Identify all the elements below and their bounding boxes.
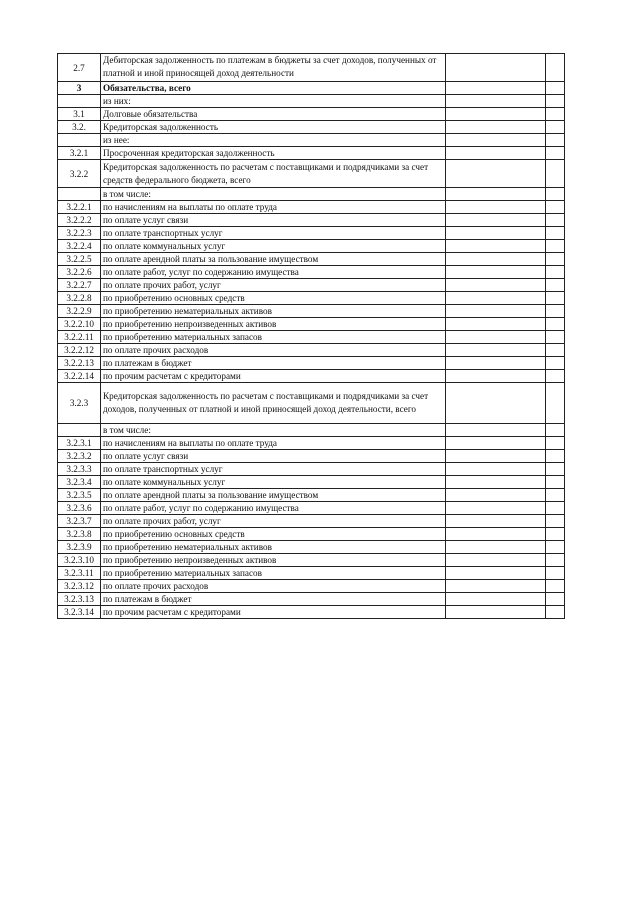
row-extra-cell — [546, 318, 565, 331]
row-code-cell: 3.2.3.4 — [58, 476, 101, 489]
row-extra-cell — [546, 201, 565, 214]
row-code-cell: 3.2.2.2 — [58, 214, 101, 227]
row-extra-cell — [546, 554, 565, 567]
row-code-cell — [58, 424, 101, 437]
table-row — [58, 331, 565, 344]
table-row — [58, 227, 565, 240]
row-name-cell: по приобретению нематериальных активов — [101, 305, 446, 318]
row-name-cell: по приобретению основных средств — [101, 528, 446, 541]
row-name-cell: по приобретению материальных запасов — [101, 331, 446, 344]
table-row — [58, 147, 565, 160]
table-row — [58, 357, 565, 370]
row-code-cell: 3.2.2.10 — [58, 318, 101, 331]
row-extra-cell — [546, 357, 565, 370]
row-name-cell: по платежам в бюджет — [101, 357, 446, 370]
row-name-cell: по приобретению основных средств — [101, 292, 446, 305]
table-row — [58, 292, 565, 305]
row-code-cell: 3.2. — [58, 121, 101, 134]
row-extra-cell — [546, 54, 565, 82]
row-name-cell: по оплате транспортных услуг — [101, 227, 446, 240]
row-value-cell — [446, 279, 546, 292]
table-row — [58, 54, 565, 82]
row-value-cell — [446, 266, 546, 279]
row-extra-cell — [546, 541, 565, 554]
row-code-cell: 3.2.1 — [58, 147, 101, 160]
row-extra-cell — [546, 370, 565, 383]
row-extra-cell — [546, 95, 565, 108]
row-extra-cell — [546, 567, 565, 580]
row-extra-cell — [546, 502, 565, 515]
row-name-cell: по оплате услуг связи — [101, 214, 446, 227]
row-name-cell: Кредиторская задолженность по расчетам с поставщиками и подрядчиками за счет средств федерального бюджета, всего — [101, 160, 446, 188]
row-value-cell — [446, 593, 546, 606]
table-row — [58, 214, 565, 227]
row-name-cell: Просроченная кредиторская задолженность — [101, 147, 446, 160]
row-name-cell: по приобретению материальных запасов — [101, 567, 446, 580]
row-name-cell: Кредиторская задолженность — [101, 121, 446, 134]
row-value-cell — [446, 370, 546, 383]
row-value-cell — [446, 515, 546, 528]
row-extra-cell — [546, 227, 565, 240]
row-name-cell: по прочим расчетам с кредиторами — [101, 370, 446, 383]
table-row — [58, 437, 565, 450]
row-value-cell — [446, 424, 546, 437]
row-code-cell: 3.2.3.13 — [58, 593, 101, 606]
row-value-cell — [446, 82, 546, 95]
row-extra-cell — [546, 463, 565, 476]
row-name-cell: из нее: — [101, 134, 446, 147]
row-name-cell: по оплате прочих расходов — [101, 344, 446, 357]
row-value-cell — [446, 253, 546, 266]
row-code-cell: 3.2.3.11 — [58, 567, 101, 580]
row-extra-cell — [546, 253, 565, 266]
row-code-cell: 2.7 — [58, 54, 101, 82]
table-row — [58, 134, 565, 147]
row-code-cell: 3.2.2.14 — [58, 370, 101, 383]
table-row — [58, 541, 565, 554]
row-name-cell: по платежам в бюджет — [101, 593, 446, 606]
table-row — [58, 383, 565, 424]
row-name-cell: по оплате арендной платы за пользование имуществом — [101, 253, 446, 266]
row-extra-cell — [546, 305, 565, 318]
table-row — [58, 450, 565, 463]
row-value-cell — [446, 541, 546, 554]
row-value-cell — [446, 318, 546, 331]
row-name-cell: по приобретению нематериальных активов — [101, 541, 446, 554]
table-row — [58, 305, 565, 318]
row-extra-cell — [546, 134, 565, 147]
row-value-cell — [446, 121, 546, 134]
row-code-cell: 3.2.3.7 — [58, 515, 101, 528]
row-code-cell: 3.2.2.9 — [58, 305, 101, 318]
row-value-cell — [446, 450, 546, 463]
table-row — [58, 567, 565, 580]
row-value-cell — [446, 227, 546, 240]
table-row — [58, 108, 565, 121]
table-row — [58, 593, 565, 606]
row-code-cell: 3.2.3.5 — [58, 489, 101, 502]
table-row — [58, 160, 565, 188]
table-row — [58, 201, 565, 214]
row-extra-cell — [546, 214, 565, 227]
row-code-cell: 3.2.2.8 — [58, 292, 101, 305]
row-code-cell — [58, 95, 101, 108]
row-value-cell — [446, 489, 546, 502]
row-extra-cell — [546, 188, 565, 201]
table-row — [58, 502, 565, 515]
row-extra-cell — [546, 476, 565, 489]
row-code-cell: 3.2.3.9 — [58, 541, 101, 554]
row-name-cell: по прочим расчетам с кредиторами — [101, 606, 446, 619]
table-row — [58, 344, 565, 357]
row-name-cell: по оплате прочих расходов — [101, 580, 446, 593]
table-row — [58, 318, 565, 331]
row-extra-cell — [546, 108, 565, 121]
row-value-cell — [446, 567, 546, 580]
table-row — [58, 489, 565, 502]
row-extra-cell — [546, 606, 565, 619]
row-code-cell: 3.1 — [58, 108, 101, 121]
table-row — [58, 476, 565, 489]
row-code-cell: 3.2.2.4 — [58, 240, 101, 253]
row-extra-cell — [546, 450, 565, 463]
row-value-cell — [446, 437, 546, 450]
row-value-cell — [446, 344, 546, 357]
row-value-cell — [446, 188, 546, 201]
row-name-cell: по оплате услуг связи — [101, 450, 446, 463]
table-row — [58, 580, 565, 593]
row-value-cell — [446, 160, 546, 188]
row-name-cell: Обязательства, всего — [101, 82, 446, 95]
row-code-cell: 3.2.3.12 — [58, 580, 101, 593]
row-name-cell: по оплате транспортных услуг — [101, 463, 446, 476]
row-extra-cell — [546, 437, 565, 450]
row-extra-cell — [546, 528, 565, 541]
row-code-cell: 3.2.3.14 — [58, 606, 101, 619]
row-value-cell — [446, 305, 546, 318]
row-extra-cell — [546, 240, 565, 253]
row-extra-cell — [546, 160, 565, 188]
row-code-cell: 3.2.3.10 — [58, 554, 101, 567]
row-name-cell: по приобретению непроизведенных активов — [101, 554, 446, 567]
table-row — [58, 515, 565, 528]
row-code-cell: 3.2.2 — [58, 160, 101, 188]
table-row — [58, 121, 565, 134]
row-extra-cell — [546, 121, 565, 134]
row-code-cell: 3.2.2.13 — [58, 357, 101, 370]
row-value-cell — [446, 240, 546, 253]
row-code-cell: 3.2.3.1 — [58, 437, 101, 450]
row-code-cell: 3.2.2.6 — [58, 266, 101, 279]
row-extra-cell — [546, 292, 565, 305]
row-value-cell — [446, 108, 546, 121]
row-name-cell: в том числе: — [101, 188, 446, 201]
table-row — [58, 606, 565, 619]
row-value-cell — [446, 528, 546, 541]
row-name-cell: в том числе: — [101, 424, 446, 437]
row-value-cell — [446, 554, 546, 567]
table-row — [58, 279, 565, 292]
table-row — [58, 554, 565, 567]
row-code-cell: 3.2.2.5 — [58, 253, 101, 266]
row-value-cell — [446, 463, 546, 476]
table-row — [58, 266, 565, 279]
row-extra-cell — [546, 331, 565, 344]
row-extra-cell — [546, 489, 565, 502]
row-name-cell: по оплате арендной платы за пользование имуществом — [101, 489, 446, 502]
row-name-cell: Кредиторская задолженность по расчетам с поставщиками и подрядчиками за счет доходов, полученных от платной и иной приносящей доход деятельности, всего — [101, 383, 446, 424]
row-code-cell: 3.2.3.3 — [58, 463, 101, 476]
table-row — [58, 188, 565, 201]
row-value-cell — [446, 134, 546, 147]
row-code-cell: 3 — [58, 82, 101, 95]
row-extra-cell — [546, 515, 565, 528]
row-code-cell: 3.2.3 — [58, 383, 101, 424]
row-value-cell — [446, 147, 546, 160]
row-extra-cell — [546, 147, 565, 160]
row-extra-cell — [546, 383, 565, 424]
row-code-cell: 3.2.3.8 — [58, 528, 101, 541]
report-table-body — [58, 54, 565, 619]
row-extra-cell — [546, 82, 565, 95]
row-code-cell: 3.2.3.6 — [58, 502, 101, 515]
row-name-cell: Дебиторская задолженность по платежам в бюджеты за счет доходов, полученных от платной и иной приносящей доход деятельности — [101, 54, 446, 82]
row-name-cell: по оплате прочих работ, услуг — [101, 515, 446, 528]
row-code-cell: 3.2.3.2 — [58, 450, 101, 463]
row-name-cell: по оплате прочих работ, услуг — [101, 279, 446, 292]
row-extra-cell — [546, 593, 565, 606]
table-row — [58, 95, 565, 108]
row-value-cell — [446, 357, 546, 370]
table-row — [58, 424, 565, 437]
table-row — [58, 82, 565, 95]
row-extra-cell — [546, 424, 565, 437]
row-name-cell: по начислениям на выплаты по оплате труда — [101, 437, 446, 450]
row-value-cell — [446, 201, 546, 214]
row-code-cell: 3.2.2.7 — [58, 279, 101, 292]
row-name-cell: по оплате коммунальных услуг — [101, 240, 446, 253]
row-name-cell: из них: — [101, 95, 446, 108]
table-row — [58, 370, 565, 383]
row-name-cell: по оплате коммунальных услуг — [101, 476, 446, 489]
row-value-cell — [446, 606, 546, 619]
row-value-cell — [446, 214, 546, 227]
table-row — [58, 463, 565, 476]
row-code-cell: 3.2.2.3 — [58, 227, 101, 240]
row-extra-cell — [546, 580, 565, 593]
row-value-cell — [446, 95, 546, 108]
row-value-cell — [446, 54, 546, 82]
row-extra-cell — [546, 344, 565, 357]
row-code-cell — [58, 134, 101, 147]
row-name-cell: по оплате работ, услуг по содержанию имущества — [101, 266, 446, 279]
row-name-cell: по приобретению непроизведенных активов — [101, 318, 446, 331]
table-row — [58, 528, 565, 541]
row-value-cell — [446, 383, 546, 424]
row-code-cell: 3.2.2.12 — [58, 344, 101, 357]
row-code-cell — [58, 188, 101, 201]
row-extra-cell — [546, 279, 565, 292]
row-code-cell: 3.2.2.11 — [58, 331, 101, 344]
table-row — [58, 253, 565, 266]
row-extra-cell — [546, 266, 565, 279]
row-code-cell: 3.2.2.1 — [58, 201, 101, 214]
row-value-cell — [446, 292, 546, 305]
row-name-cell: по оплате работ, услуг по содержанию имущества — [101, 502, 446, 515]
row-name-cell: Долговые обязательства — [101, 108, 446, 121]
row-value-cell — [446, 502, 546, 515]
row-name-cell: по начислениям на выплаты по оплате труда — [101, 201, 446, 214]
row-value-cell — [446, 331, 546, 344]
table-row — [58, 240, 565, 253]
report-table — [57, 53, 565, 619]
row-value-cell — [446, 580, 546, 593]
row-value-cell — [446, 476, 546, 489]
